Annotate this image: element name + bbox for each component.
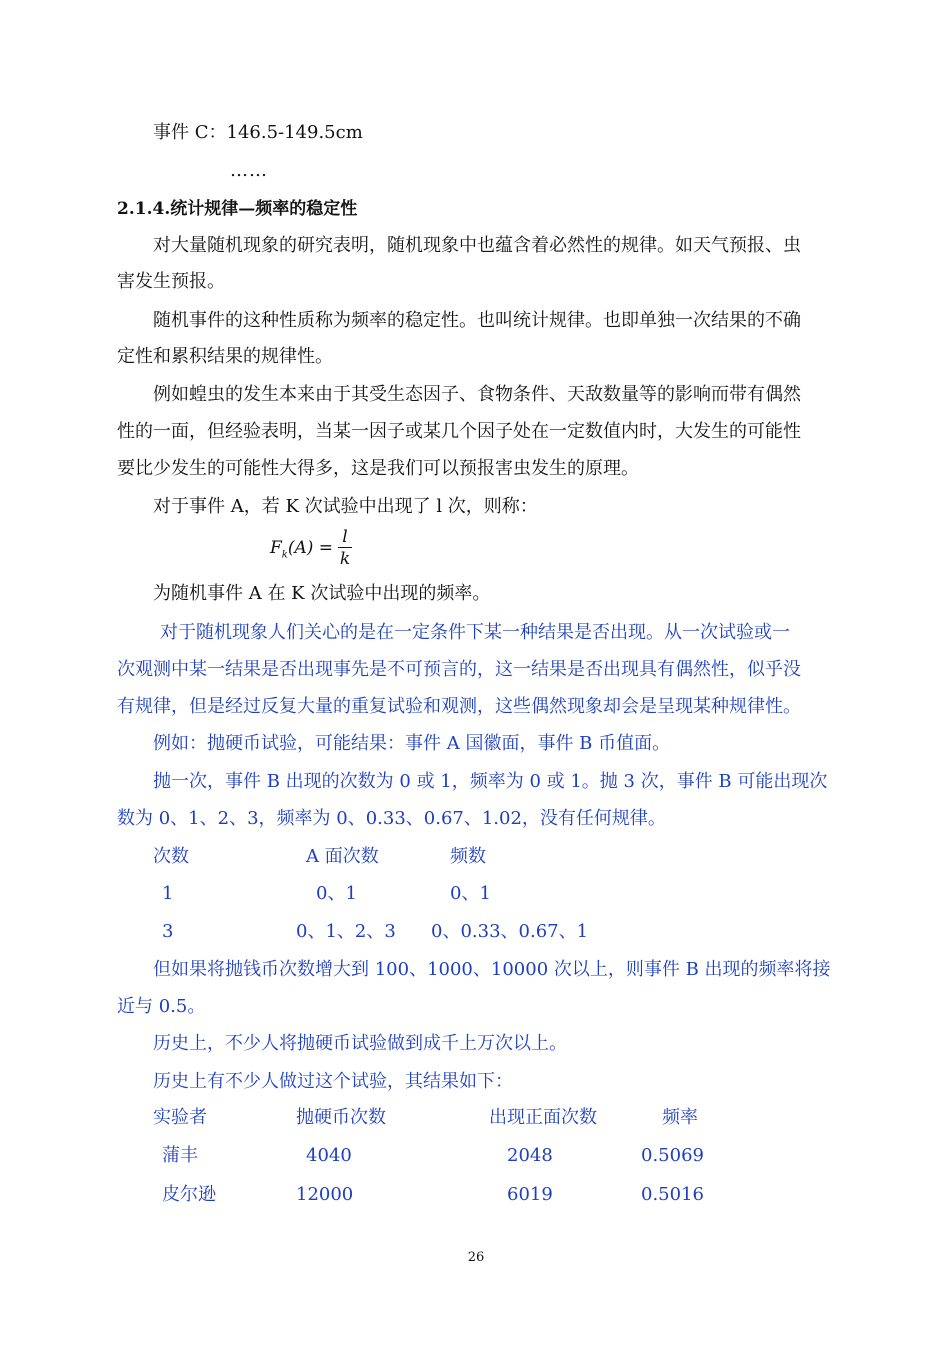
event-c-line: 事件 C：146.5-149.5cm <box>153 122 363 143</box>
blue-paragraph-line: 抛一次，事件 B 出现的次数为 0 或 1，频率为 0 或 1。抛 3 次，事件 B 可能出现次 <box>153 771 828 792</box>
formula-lhs-rest: (A) = <box>287 538 334 558</box>
ellipsis: …… <box>230 160 268 181</box>
paragraph-line: 例如蝗虫的发生本来由于其受生态因子、食物条件、天敌数量等的影响而带有偶然 <box>153 384 801 405</box>
paragraph-line: 性的一面，但经验表明，当某一因子或某几个因子处在一定数值内时，大发生的可能性 <box>117 421 801 442</box>
blue-paragraph-line: 对于随机现象人们关心的是在一定条件下某一种结果是否出现。从一次试验或一 <box>160 622 790 643</box>
table-header: 次数 <box>153 846 189 867</box>
blue-paragraph-line: 但如果将抛钱币次数增大到 100、1000、10000 次以上，则事件 B 出现的频率将接 <box>153 959 831 980</box>
blue-paragraph-line: 次观测中某一结果是否出现事先是不可预言的，这一结果是否出现具有偶然性，似乎没 <box>117 659 801 680</box>
table-cell: 皮尔逊 <box>162 1184 216 1205</box>
section-heading: 2.1.4.统计规律—频率的稳定性 <box>117 199 358 219</box>
paragraph-line: 对于事件 A，若 K 次试验中出现了 l 次，则称： <box>153 496 538 517</box>
formula-numerator: l <box>342 527 348 547</box>
paragraph-line: 为随机事件 A 在 K 次试验中出现的频率。 <box>153 583 491 604</box>
paragraph-line: 定性和累积结果的规律性。 <box>117 346 333 367</box>
paragraph-line: 对大量随机现象的研究表明，随机现象中也蕴含着必然性的规律。如天气预报、虫 <box>153 235 801 256</box>
page-number: 26 <box>467 1250 485 1265</box>
table-cell: 2048 <box>507 1145 553 1166</box>
table-cell: 0、0.33、0.67、1 <box>431 921 589 942</box>
table-cell: 0、1 <box>450 883 491 904</box>
table-header: A 面次数 <box>306 846 379 867</box>
blue-paragraph-line: 近与 0.5。 <box>117 996 206 1017</box>
formula-sub: k <box>281 549 288 561</box>
table-cell: 3 <box>162 921 174 942</box>
paragraph-line: 害发生预报。 <box>117 271 225 292</box>
table-cell: 0、1 <box>316 883 357 904</box>
paragraph-line: 要比少发生的可能性大得多，这是我们可以预报害虫发生的原理。 <box>117 458 639 479</box>
table-header: 实验者 <box>153 1107 207 1128</box>
table-header: 频数 <box>450 846 486 867</box>
blue-paragraph-line: 例如：抛硬币试验，可能结果：事件 A 国徽面，事件 B 币值面。 <box>153 733 671 754</box>
table-cell: 6019 <box>507 1184 553 1205</box>
table-cell: 12000 <box>296 1184 354 1205</box>
formula-f: F <box>270 538 282 558</box>
table-cell: 1 <box>162 883 174 904</box>
paragraph-line: 随机事件的这种性质称为频率的稳定性。也叫统计规律。也即单独一次结果的不确 <box>153 310 801 331</box>
formula-denominator: k <box>339 549 351 569</box>
table-cell: 0、1、2、3 <box>296 921 396 942</box>
table-cell: 蒲丰 <box>162 1145 198 1166</box>
formula-fraction <box>338 527 352 570</box>
table-header: 抛硬币次数 <box>296 1107 386 1128</box>
blue-paragraph-line: 有规律，但是经过反复大量的重复试验和观测，这些偶然现象却会是呈现某种规律性。 <box>117 696 801 717</box>
blue-paragraph-line: 历史上有不少人做过这个试验，其结果如下： <box>153 1071 513 1092</box>
table-header: 出现正面次数 <box>489 1107 597 1128</box>
blue-paragraph-line: 历史上，不少人将抛硬币试验做到成千上万次以上。 <box>153 1033 567 1054</box>
blue-paragraph-line: 数为 0、1、2、3，频率为 0、0.33、0.67、1.02，没有任何规律。 <box>117 808 666 829</box>
table-header: 频率 <box>662 1107 698 1128</box>
formula-lhs <box>270 538 333 560</box>
table-cell: 4040 <box>306 1145 352 1166</box>
table-cell: 0.5069 <box>641 1145 704 1166</box>
table-cell: 0.5016 <box>641 1184 704 1205</box>
